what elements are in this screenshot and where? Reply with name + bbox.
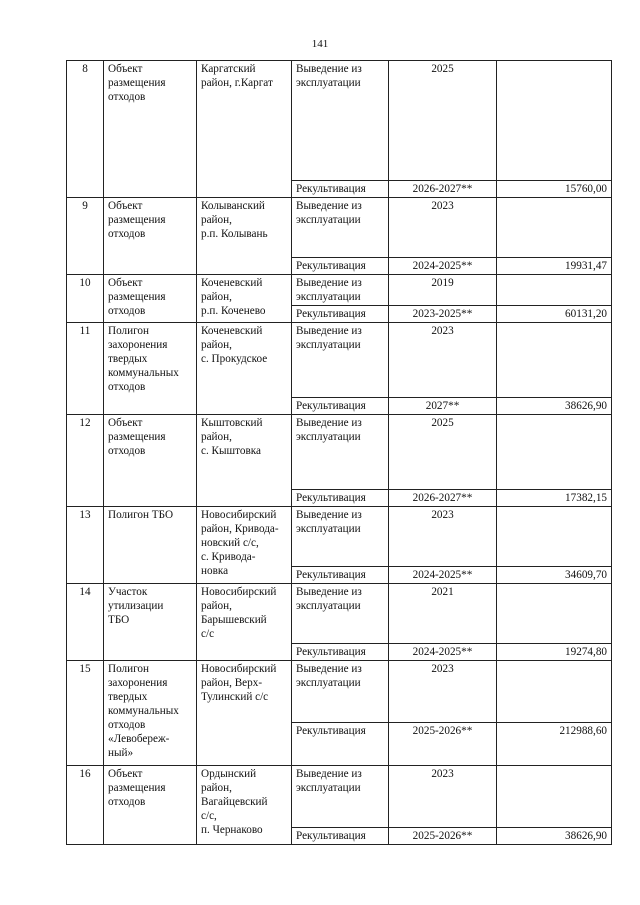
table-row [67, 584, 612, 644]
recultivation-years: 2024-2025** [389, 644, 497, 661]
object-name: Объект размещения отходов [104, 766, 197, 845]
decommissioning-year: 2023 [389, 507, 497, 567]
decommissioning-year: 2023 [389, 198, 497, 258]
row-number: 14 [67, 584, 104, 661]
decommissioning-cost [497, 584, 612, 644]
recultivation-cost: 34609,70 [497, 567, 612, 584]
table-row [67, 661, 612, 723]
decommissioning-label: Выведение из эксплуатации [292, 507, 389, 567]
object-name: Полигон ТБО [104, 507, 197, 584]
recultivation-cost: 38626,90 [497, 828, 612, 845]
decommissioning-cost [497, 198, 612, 258]
recultivation-cost: 19274,80 [497, 644, 612, 661]
recultivation-cost: 17382,15 [497, 490, 612, 507]
object-name: Полигон захоронения твердых коммунальных отходов [104, 323, 197, 415]
row-number: 15 [67, 661, 104, 766]
decommissioning-label: Выведение из эксплуатации [292, 661, 389, 723]
recultivation-years: 2026-2027** [389, 490, 497, 507]
recultivation-cost: 38626,90 [497, 398, 612, 415]
recultivation-label: Рекультивация [292, 567, 389, 584]
decommissioning-label: Выведение из эксплуатации [292, 766, 389, 828]
row-number: 11 [67, 323, 104, 415]
recultivation-cost: 19931,47 [497, 258, 612, 275]
page-number: 141 [311, 38, 329, 50]
object-location: Ордынский район, Вагайцевский с/с, п. Чернаково [197, 766, 292, 845]
object-name: Объект размещения отходов [104, 198, 197, 275]
recultivation-cost: 15760,00 [497, 181, 612, 198]
table-row [67, 275, 612, 306]
recultivation-years: 2027** [389, 398, 497, 415]
decommissioning-label: Выведение из эксплуатации [292, 198, 389, 258]
decommissioning-cost [497, 323, 612, 398]
waste-facilities-table [66, 60, 612, 845]
object-location: Кыштовский район, с. Кыштовка [197, 415, 292, 507]
recultivation-label: Рекультивация [292, 181, 389, 198]
recultivation-years: 2025-2026** [389, 723, 497, 766]
recultivation-label: Рекультивация [292, 490, 389, 507]
object-location: Новосибирский район, Верх- Тулинский с/с [197, 661, 292, 766]
recultivation-years: 2023-2025** [389, 306, 497, 323]
object-location: Колыванский район, р.п. Колывань [197, 198, 292, 275]
row-number: 12 [67, 415, 104, 507]
decommissioning-year: 2023 [389, 766, 497, 828]
decommissioning-cost [497, 61, 612, 181]
object-location: Коченевский район, с. Прокудское [197, 323, 292, 415]
decommissioning-cost [497, 766, 612, 828]
object-location: Коченевский район, р.п. Коченево [197, 275, 292, 323]
object-name: Объект размещения отходов [104, 61, 197, 198]
decommissioning-cost [497, 415, 612, 490]
row-number: 13 [67, 507, 104, 584]
recultivation-years: 2024-2025** [389, 567, 497, 584]
table-row [67, 323, 612, 398]
decommissioning-label: Выведение из эксплуатации [292, 323, 389, 398]
decommissioning-label: Выведение из эксплуатации [292, 415, 389, 490]
object-location: Новосибирский район, Кривода- новский с/с, с. Кривода- новка [197, 507, 292, 584]
recultivation-cost: 212988,60 [497, 723, 612, 766]
decommissioning-year: 2019 [389, 275, 497, 306]
object-location: Новосибирский район, Барышевский с/с [197, 584, 292, 661]
object-location: Каргатский район, г.Каргат [197, 61, 292, 198]
decommissioning-label: Выведение из эксплуатации [292, 61, 389, 181]
object-name: Объект размещения отходов [104, 415, 197, 507]
decommissioning-label: Выведение из эксплуатации [292, 275, 389, 306]
row-number: 9 [67, 198, 104, 275]
row-number: 16 [67, 766, 104, 845]
recultivation-label: Рекультивация [292, 258, 389, 275]
decommissioning-cost [497, 507, 612, 567]
table-row [67, 61, 612, 181]
decommissioning-year: 2025 [389, 415, 497, 490]
table-row [67, 507, 612, 567]
object-name: Полигон захоронения твердых коммунальных отходов «Левобереж- ный» [104, 661, 197, 766]
recultivation-years: 2024-2025** [389, 258, 497, 275]
decommissioning-year: 2025 [389, 61, 497, 181]
decommissioning-year: 2023 [389, 661, 497, 723]
decommissioning-label: Выведение из эксплуатации [292, 584, 389, 644]
recultivation-years: 2025-2026** [389, 828, 497, 845]
recultivation-label: Рекультивация [292, 723, 389, 766]
decommissioning-cost [497, 661, 612, 723]
row-number: 8 [67, 61, 104, 198]
decommissioning-year: 2023 [389, 323, 497, 398]
decommissioning-year: 2021 [389, 584, 497, 644]
object-name: Участок утилизации ТБО [104, 584, 197, 661]
recultivation-label: Рекультивация [292, 306, 389, 323]
recultivation-cost: 60131,20 [497, 306, 612, 323]
decommissioning-cost [497, 275, 612, 306]
recultivation-label: Рекультивация [292, 644, 389, 661]
recultivation-years: 2026-2027** [389, 181, 497, 198]
table-row [67, 415, 612, 490]
table-row [67, 766, 612, 828]
recultivation-label: Рекультивация [292, 398, 389, 415]
recultivation-label: Рекультивация [292, 828, 389, 845]
table-row [67, 198, 612, 258]
object-name: Объект размещения отходов [104, 275, 197, 323]
row-number: 10 [67, 275, 104, 323]
